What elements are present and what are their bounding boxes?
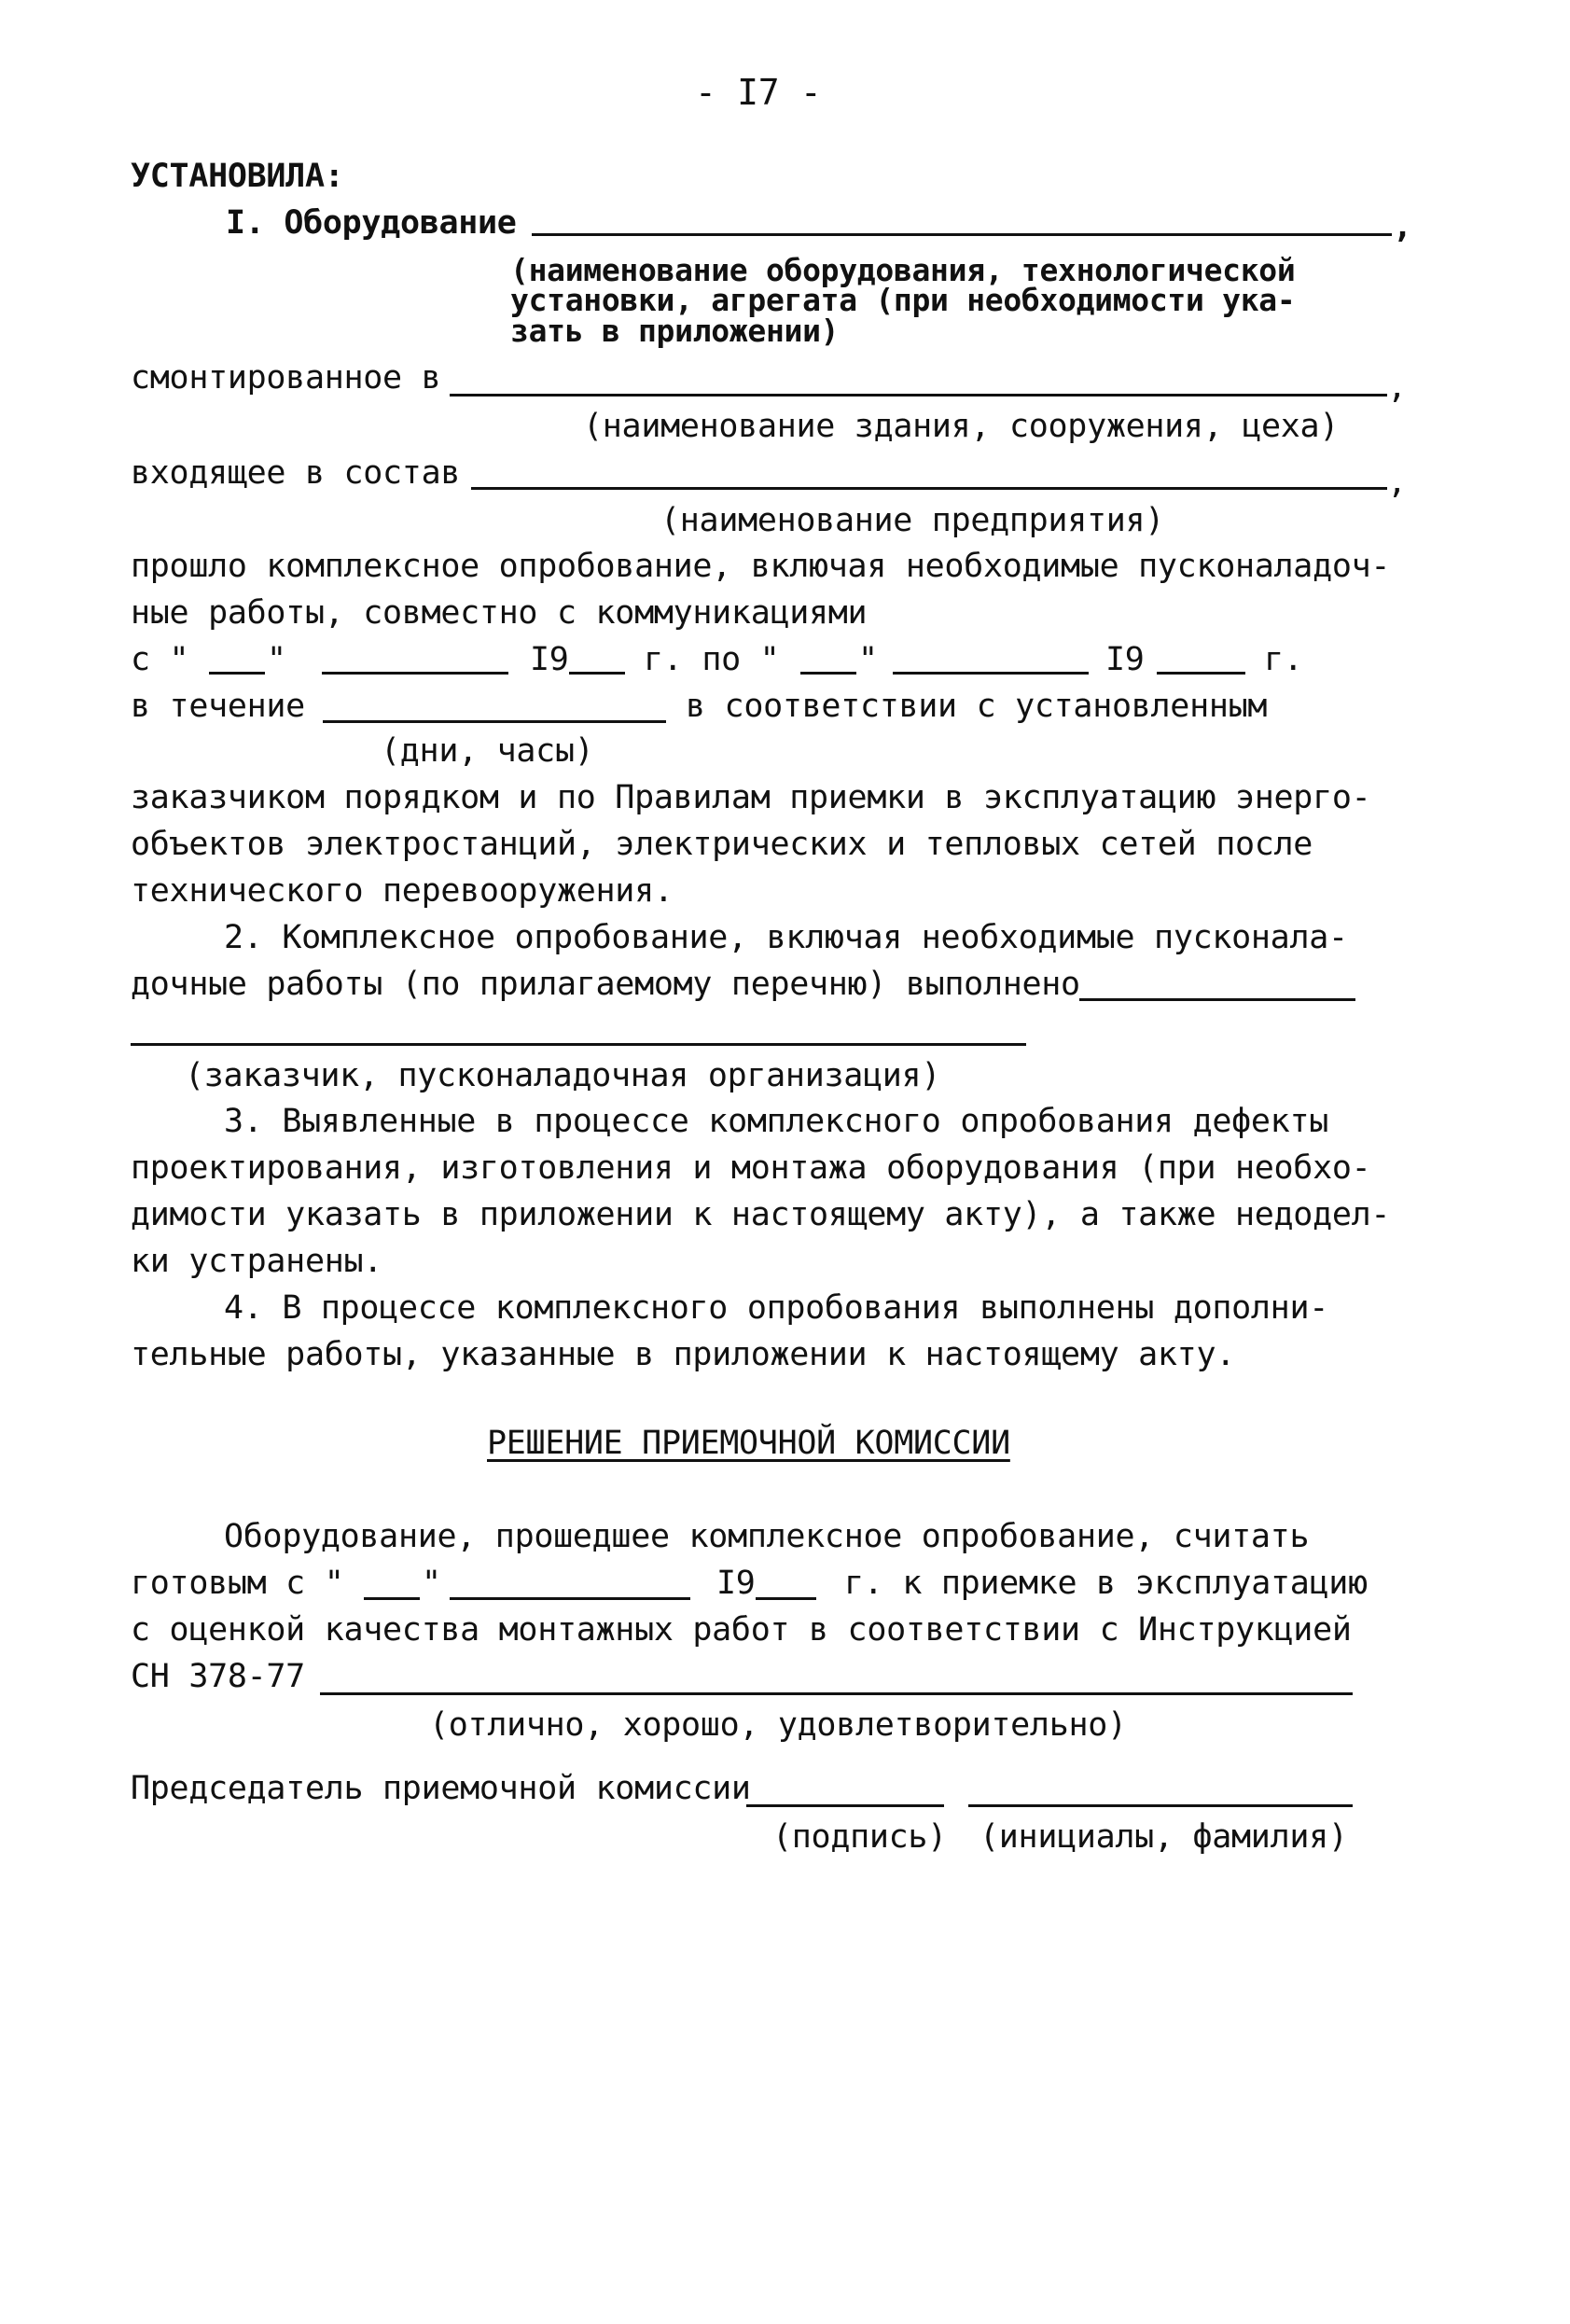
item1-hint-line1: (наименование оборудования, технологической <box>510 252 1296 288</box>
para2-line1: заказчиком порядком и по Правилам приемки в эксплуатацию энерго- <box>131 779 1371 816</box>
decision-code: СН 378-77 <box>131 1658 305 1695</box>
decision-heading: РЕШЕНИЕ ПРИЕМОЧНОЙ КОМИССИИ <box>487 1425 1010 1462</box>
item2-line2: дочные работы (по прилагаемому перечню) выполнено <box>131 966 1080 1003</box>
signature-hint: (подпись) <box>772 1818 947 1856</box>
initials-surname-line[interactable] <box>968 1804 1353 1807</box>
date-to-g: г. <box>1264 641 1303 678</box>
decision-ready-label: готовым с " <box>131 1565 344 1602</box>
item3-line4: ки устранены. <box>131 1243 383 1280</box>
date-from-day-line[interactable] <box>209 672 265 675</box>
date-to-month-line[interactable] <box>893 672 1089 675</box>
date-to-year-line[interactable] <box>1157 672 1245 675</box>
signature-label: Председатель приемочной комиссии <box>131 1770 751 1807</box>
decision-ready-quote: " <box>422 1565 441 1602</box>
date-from-month-line[interactable] <box>322 672 508 675</box>
decision-rest: г. к приемке в эксплуатацию <box>844 1565 1368 1602</box>
enterprise-name-line[interactable] <box>471 487 1387 490</box>
page-number: - I7 - <box>695 72 822 113</box>
ready-day-line[interactable] <box>364 1597 420 1600</box>
part-of-label: входящее в состав <box>131 454 461 492</box>
date-from-label: с " <box>131 641 189 678</box>
decision-line1: Оборудование, прошедшее комплексное опробование, считать <box>224 1518 1310 1555</box>
para1-line2: ные работы, совместно с коммуникациями <box>131 594 868 632</box>
para1-line1: прошло комплексное опробование, включая необходимые пусконаладоч- <box>131 548 1391 585</box>
item3-line3: димости указать в приложении к настоящему акту), а также недодел- <box>131 1196 1391 1233</box>
mounted-label: смонтированное в <box>131 359 441 397</box>
date-until-label: г. по " <box>644 641 780 678</box>
item1-comma: , <box>1393 208 1412 245</box>
mounted-comma: , <box>1387 369 1407 406</box>
performed-by-line-2[interactable] <box>131 1043 1026 1046</box>
item1-hint-line3: зать в приложении) <box>510 313 840 349</box>
performed-by-line-1[interactable] <box>1079 998 1355 1001</box>
during-rest: в соответствии с установленным <box>686 688 1268 725</box>
item1-hint-line2: установки, агрегата (при необходимости ука- <box>510 282 1296 318</box>
item2-line1: 2. Комплексное опробование, включая необходимые пусконала- <box>224 919 1348 956</box>
part-of-hint: (наименование предприятия) <box>660 502 1165 539</box>
date-to-quote: " <box>858 641 878 678</box>
ready-year-line[interactable] <box>756 1597 816 1600</box>
date-to-year: I9 <box>1105 641 1145 678</box>
during-label: в течение <box>131 688 305 725</box>
building-name-line[interactable] <box>450 394 1387 397</box>
signature-line[interactable] <box>746 1804 944 1807</box>
duration-line[interactable] <box>323 720 666 723</box>
decision-year: I9 <box>716 1565 756 1602</box>
date-from-quote: " <box>267 641 286 678</box>
initials-surname-hint: (инициалы, фамилия) <box>980 1818 1348 1856</box>
item4-line1: 4. В процессе комплексного опробования выполнены дополни- <box>224 1289 1328 1327</box>
item3-line2: проектирования, изготовления и монтажа оборудования (при необхо- <box>131 1149 1371 1187</box>
decision-line3: с оценкой качества монтажных работ в соответствии с Инструкцией <box>131 1611 1352 1649</box>
established-heading: УСТАНОВИЛА: <box>131 158 344 195</box>
date-from-year-line[interactable] <box>569 672 625 675</box>
date-from-year: I9 <box>530 641 569 678</box>
during-hint: (дни, часы) <box>381 732 594 770</box>
item4-line2: тельные работы, указанные в приложении к настоящему акту. <box>131 1336 1235 1373</box>
ready-month-line[interactable] <box>450 1597 690 1600</box>
item3-line1: 3. Выявленные в процессе комплексного опробования дефекты <box>224 1103 1328 1140</box>
part-of-comma: , <box>1387 464 1407 501</box>
quality-grade-line[interactable] <box>320 1692 1353 1695</box>
para2-line2: объектов электростанций, электрических и тепловых сетей после <box>131 826 1313 863</box>
mounted-hint: (наименование здания, сооружения, цеха) <box>583 408 1340 445</box>
decision-hint: (отлично, хорошо, удовлетворительно) <box>429 1706 1127 1744</box>
equipment-name-line[interactable] <box>532 233 1392 236</box>
para2-line3: технического перевооружения. <box>131 872 674 910</box>
item1-label: I. Оборудование <box>226 204 517 242</box>
date-to-day-line[interactable] <box>800 672 856 675</box>
item2-hint: (заказчик, пусконаладочная организация) <box>185 1057 941 1094</box>
